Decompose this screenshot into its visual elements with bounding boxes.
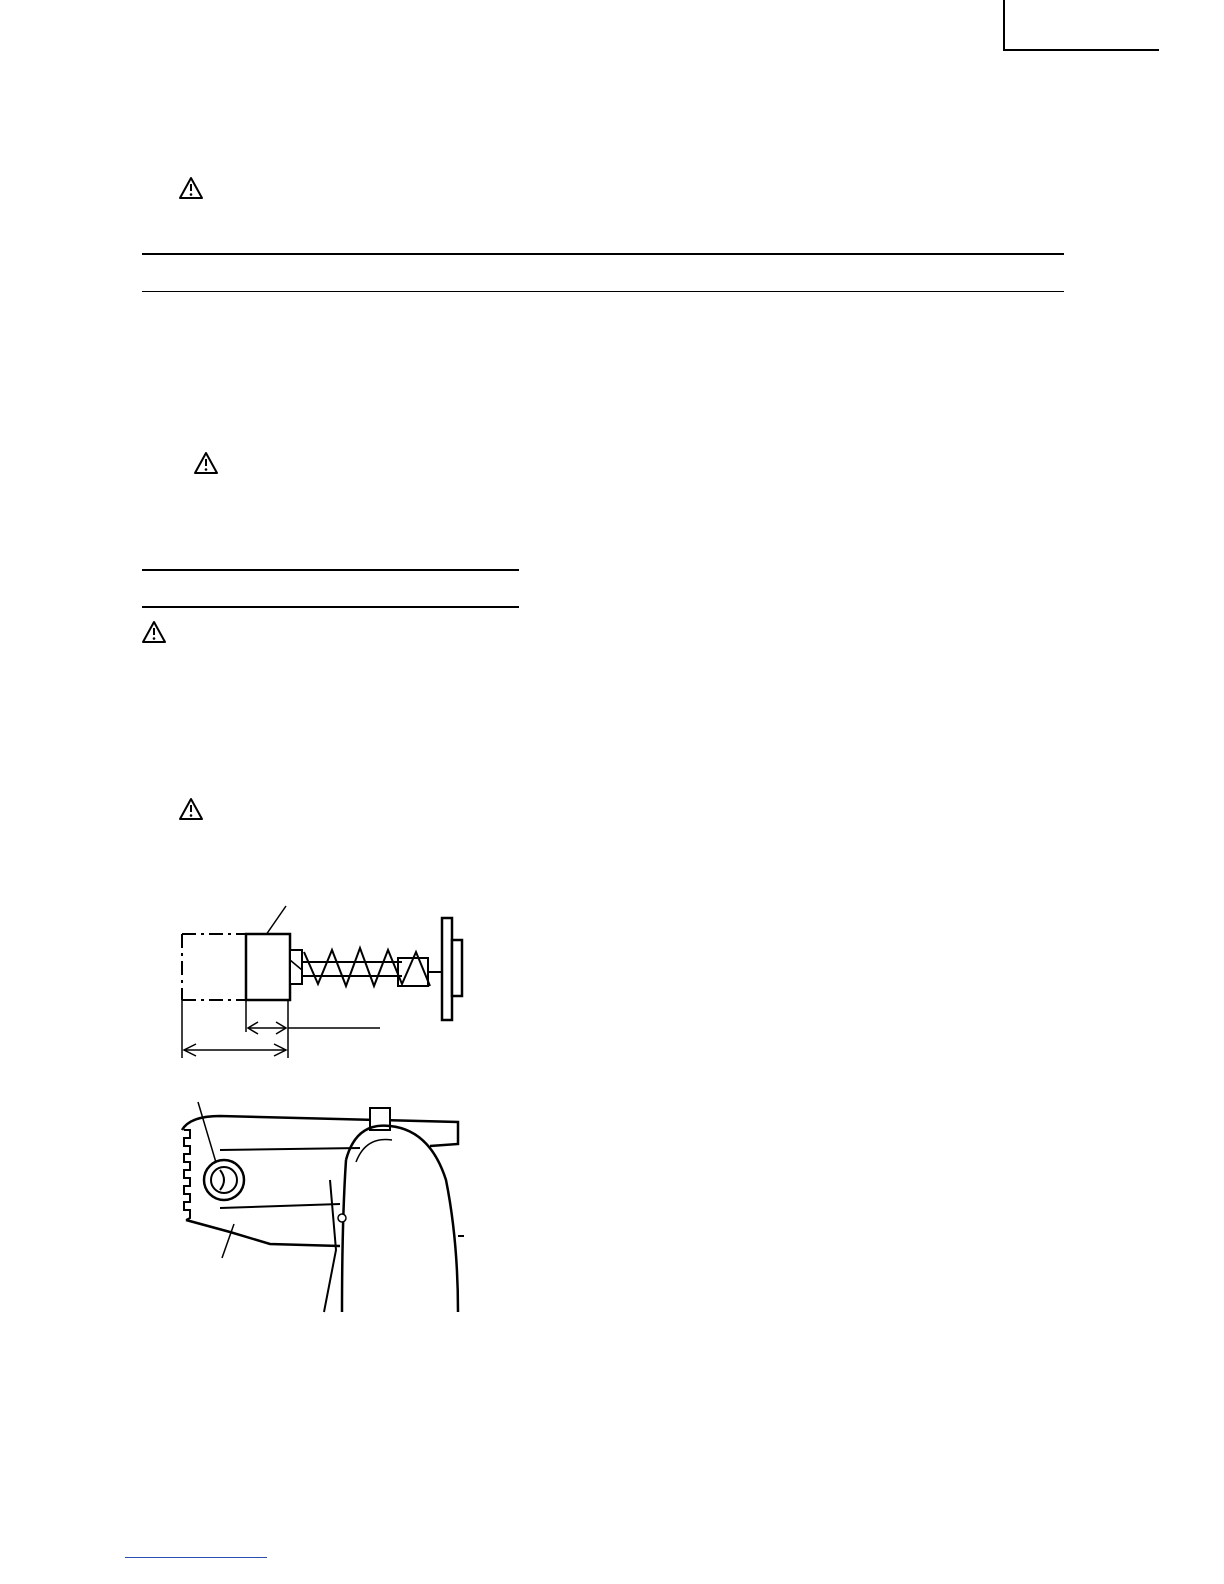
section-rule-bottom <box>142 291 1064 292</box>
section-rule-top <box>142 253 1064 255</box>
subsection-rule-bottom <box>142 606 519 608</box>
brush-cap-location-illustration <box>160 1100 470 1315</box>
footer-rule <box>125 1557 267 1558</box>
page-tab-box <box>1003 0 1159 51</box>
warning-triangle-icon <box>178 797 204 821</box>
warning-triangle-icon <box>178 176 204 200</box>
warning-triangle-icon <box>193 451 219 475</box>
subsection-rule-top <box>142 569 519 571</box>
carbon-brush-wear-limit-diagram <box>170 900 480 1065</box>
warning-triangle-icon <box>141 620 167 644</box>
